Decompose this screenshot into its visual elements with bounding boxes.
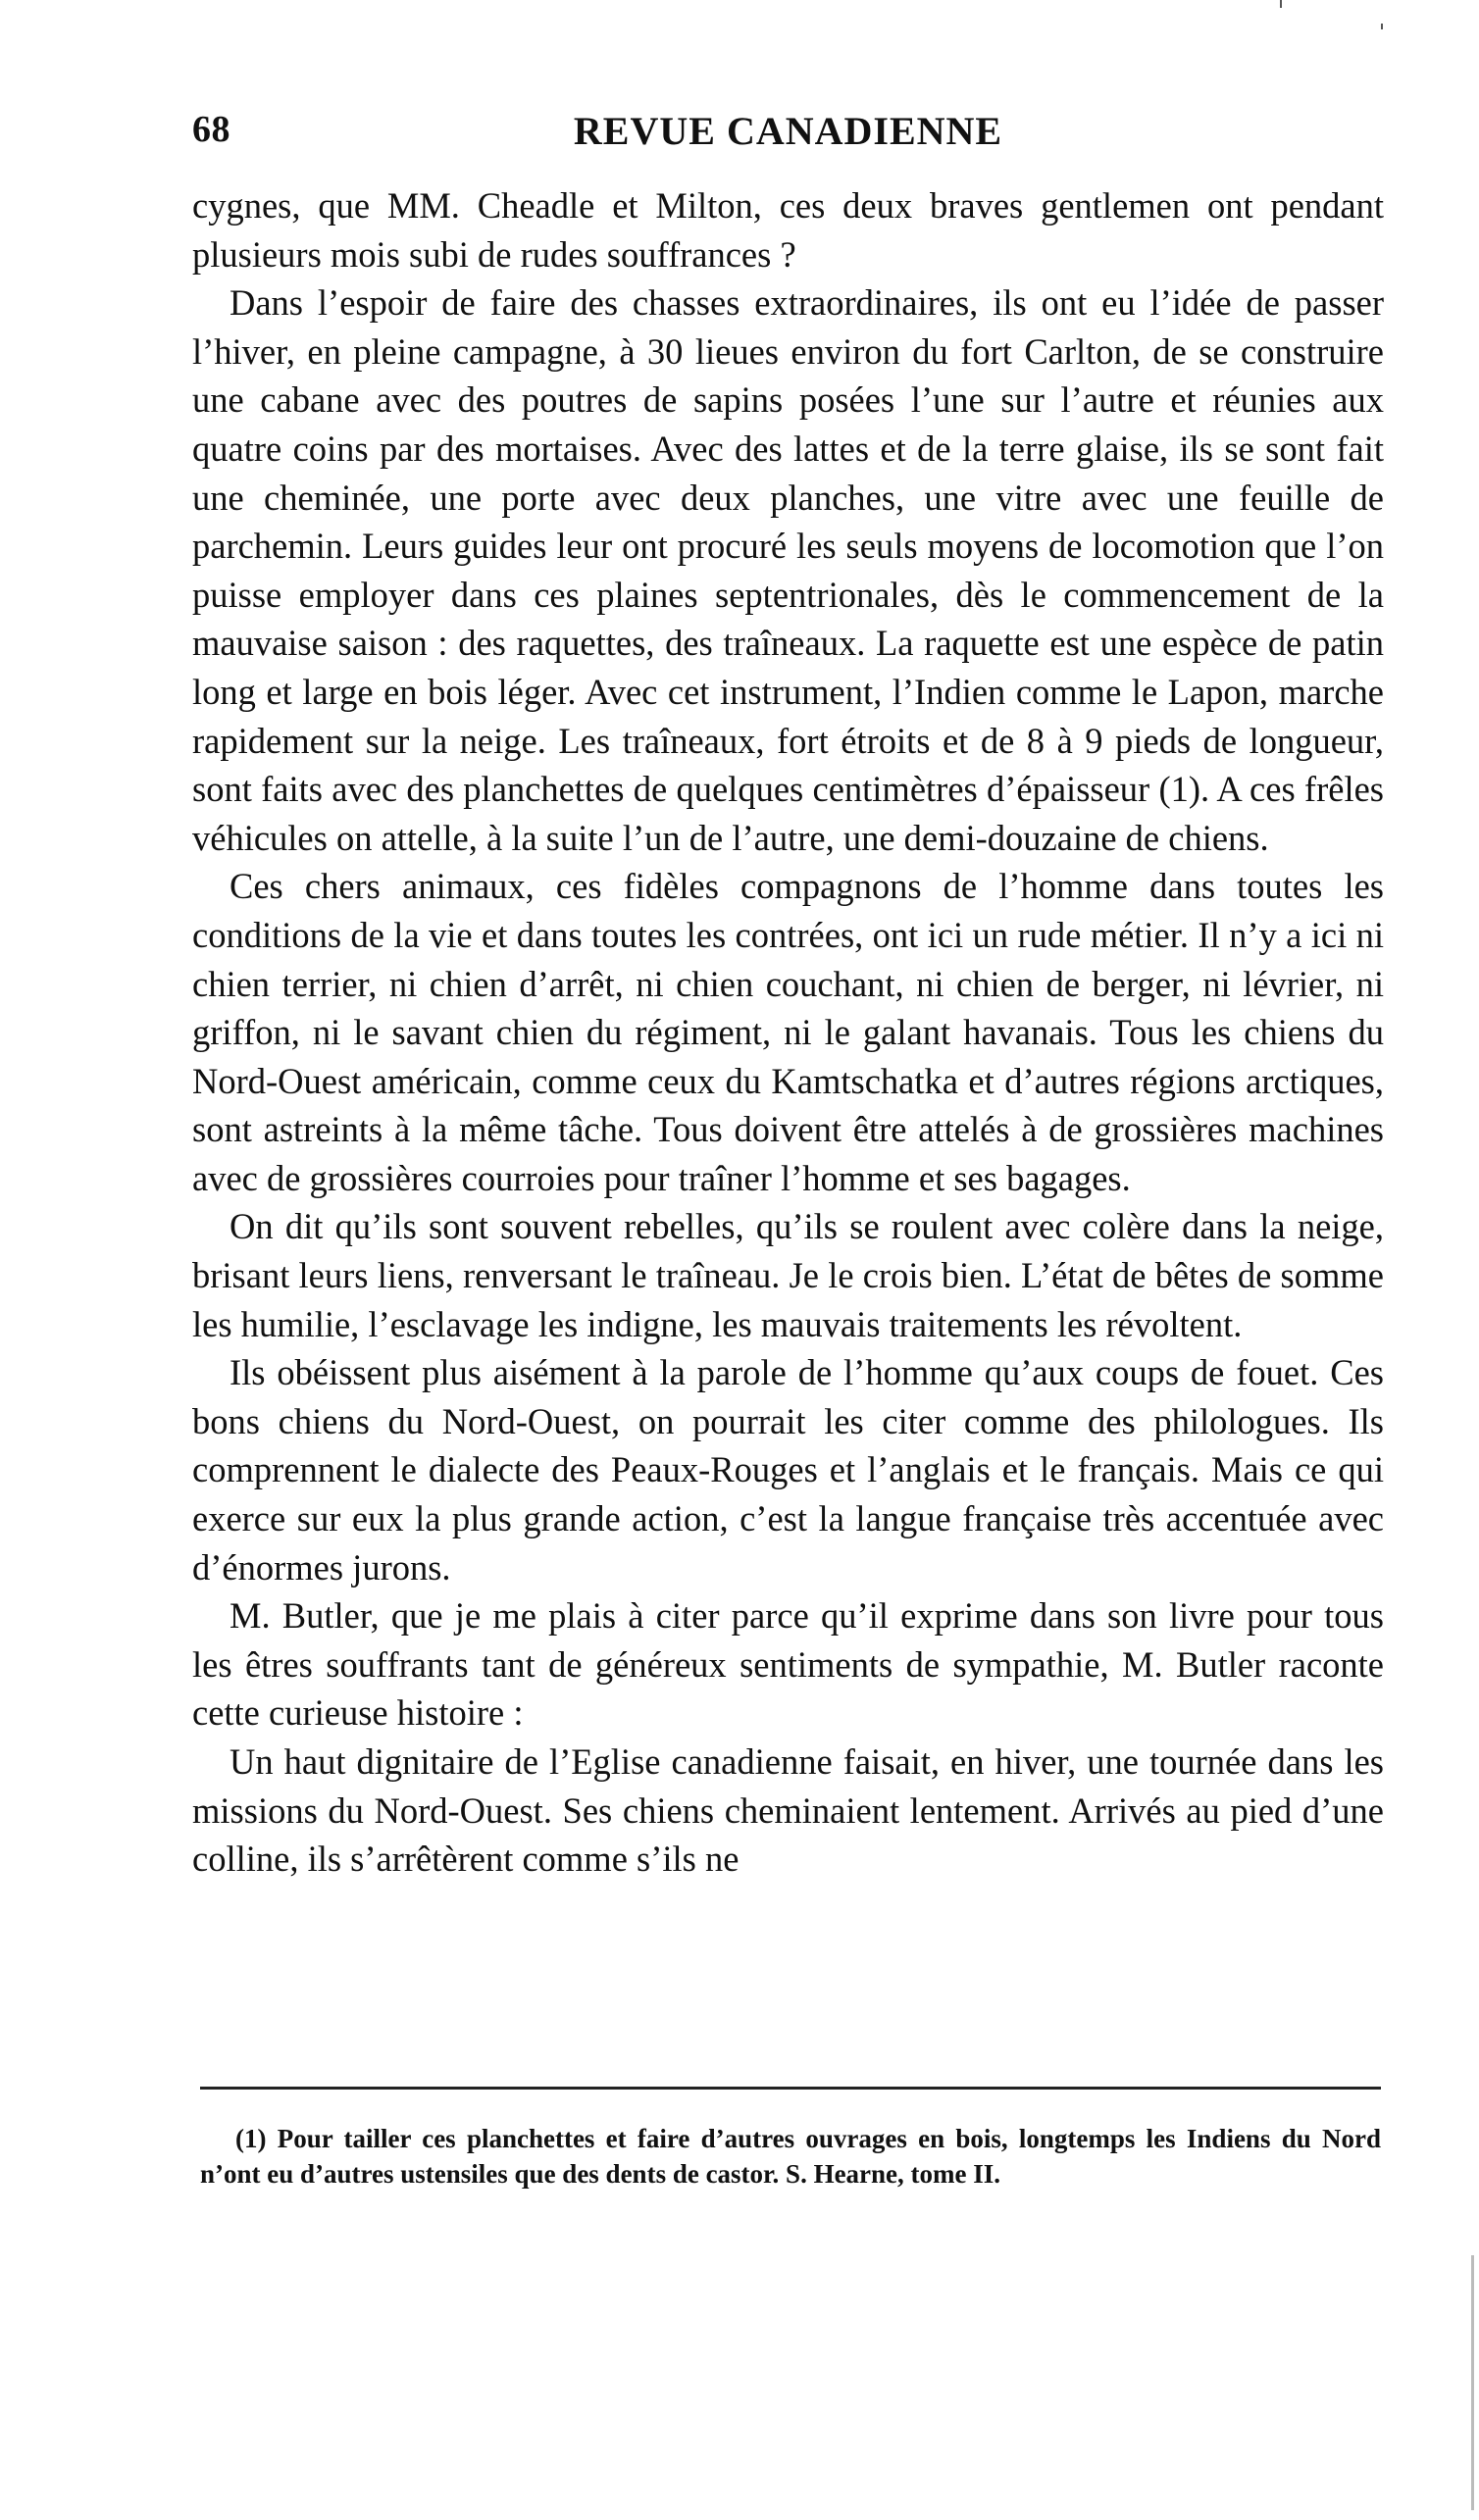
paragraph: On dit qu’ils sont souvent rebelles, qu’ils se roulent avec colère dans la neige, brisant leurs liens, renversant le traîneau. Je le crois bien. L’état de bêtes de somme les humilie, l’esclavage les indigne, les mauvais traitements les révoltent.: [192, 1206, 1384, 1344]
running-title: REVUE CANADIENNE: [573, 109, 1003, 153]
paragraph: Dans l’espoir de faire des chasses extraordinaires, ils ont eu l’idée de passer l’hiver, en pleine campagne, à 30 lieues environ du fort Carlton, de se construire une cabane avec des poutres de sapins posées l’une sur l’autre et réunies aux quatre coins par des mortaises. Avec des lattes et de la terre glaise, ils se sont fait une cheminée, une porte avec deux planches, une vitre avec une feuille de parchemin. Leurs guides leur ont procuré les seuls moyens de locomotion que l’on puisse employer dans ces plaines septentrionales, dès le commencement de la mauvaise saison : des raquettes, des traîneaux. La raquette est une espèce de patin long et large en bois léger. Avec cet instrument, l’Indien comme le Lapon, marche rapidement sur la neige. Les traîneaux, fort étroits et de 8 à 9 pieds de longueur, sont faits avec des planchettes de quelques centimètres d’épaisseur (1). A ces frêles véhicules on attelle, à la suite l’un de l’autre, une demi-douzaine de chiens.: [192, 282, 1384, 858]
page-number: 68: [192, 109, 230, 150]
paragraph: Ces chers animaux, ces fidèles compagnons de l’homme dans toutes les conditions de la vie et dans toutes les contrées, ont ici un rude métier. Il n’y a ici ni chien terrier, ni chien d’arrêt, ni chien couchant, ni chien de berger, ni lévrier, ni griffon, ni le savant chien du régiment, ni le galant havanais. Tous les chiens du Nord-Ouest américain, comme ceux du Kamtschatka et d’autres régions arctiques, sont astreints à la même tâche. Tous doivent être attelés à de grossières machines avec de grossières courroies pour traîner l’homme et ses bagages.: [192, 866, 1384, 1198]
paragraph: Un haut dignitaire de l’Eglise canadienne faisait, en hiver, une tournée dans les missions du Nord-Ouest. Ses chiens cheminaient lentement. Arrivés au pied d’une colline, ils s’arrêtèrent comme s’ils ne: [192, 1741, 1384, 1880]
footnote: [200, 2121, 1381, 2192]
paragraph: M. Butler, que je me plais à citer parce qu’il exprime dans son livre pour tous les êtres souffrants tant de généreux sentiments de sympathie, M. Butler raconte cette curieuse histoire :: [192, 1595, 1384, 1734]
footnote-rule: [200, 2087, 1381, 2090]
body-text: [192, 181, 1384, 1884]
scan-edge-mark: [1471, 2255, 1474, 2510]
paragraph: Ils obéissent plus aisément à la parole de l’homme qu’aux coups de fouet. Ces bons chiens du Nord-Ouest, on pourrait les citer comme des philologues. Ils comprennent le dialecte des Peaux-Rouges et l’anglais et le français. Mais ce qui exerce sur eux la plus grande action, c’est la langue française très accentuée avec d’énormes jurons.: [192, 1352, 1384, 1588]
footnote-text: (1) Pour tailler ces planchettes et faire d’autres ouvrages en bois, longtemps les Indiens du Nord n’ont eu d’autres ustensiles que des dents de castor. S. Hearne, tome II.: [200, 2124, 1381, 2189]
scan-edge-mark: [1381, 24, 1383, 29]
paragraph: cygnes, que MM. Cheadle et Milton, ces deux braves gentlemen ont pendant plusieurs mois subi de rudes souffrances ?: [192, 185, 1384, 275]
page-header: [192, 108, 1384, 157]
scan-edge-mark: [1280, 0, 1282, 8]
